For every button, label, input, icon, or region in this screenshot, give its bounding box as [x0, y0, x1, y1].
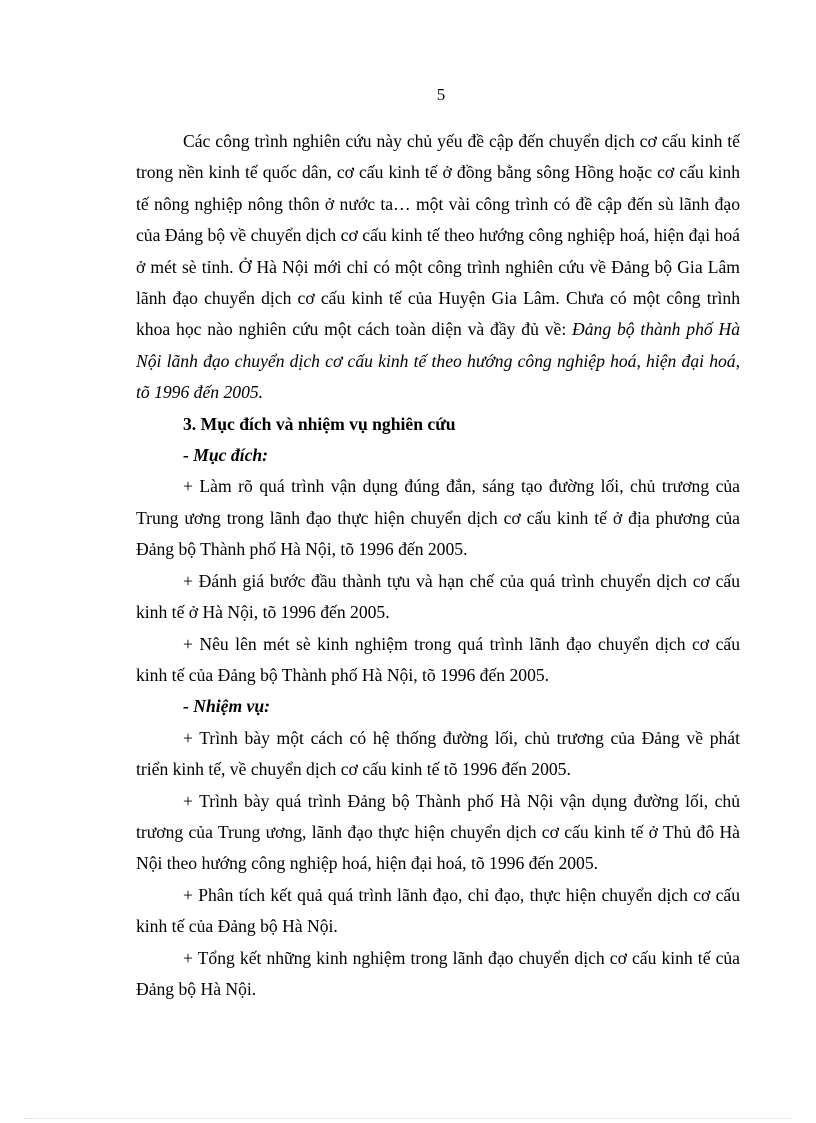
task-label: - Nhiệm vụ:: [183, 696, 270, 717]
task-item: + Trình bày một cách có hệ thống đường lối, chủ trương của Đảng về phát triển kinh tế, về chuyển dịch cơ cấu kinh tế tõ 1996 đến 2005.: [136, 727, 740, 780]
purpose-item: + Đánh giá bước đầu thành tựu và hạn chế của quá trình chuyển dịch cơ cấu kinh tế ở Hà Nội, tõ 1996 đến 2005.: [136, 570, 740, 623]
task-item: + Tổng kết những kinh nghiệm trong lãnh đạo chuyển dịch cơ cấu kinh tế của Đảng bộ Hà Nội.: [136, 947, 740, 999]
intro-paragraph: [136, 126, 740, 409]
purpose-item: + Làm rõ quá trình vận dụng đúng đắn, sáng tạo đường lối, chủ trương của Trung ương trong lãnh đạo thực hiện chuyển dịch cơ cấu kinh tế ở địa phương của Đảng bộ Thành phố Hà Nội, tõ 1996 đến 2005.: [136, 476, 740, 560]
purpose-label: - Mục đích:: [183, 445, 269, 466]
purpose-item: + Nêu lên mét sè kinh nghiệm trong quá trình lãnh đạo chuyển dịch cơ cấu kinh tế của Đảng bộ Thành phố Hà Nội, tõ 1996 đến 2005.: [136, 633, 740, 685]
section-heading: 3. Mục đích và nhiệm vụ nghiên cứu: [183, 413, 456, 434]
thesis-title-italic: Đảng bộ thành phố Hà Nội lãnh đạo chuyển dịch cơ cấu kinh tế theo hướng công nghiệp hoá, hiện đại hoá, tõ 1996 đến 2005.: [136, 319, 740, 403]
page-number: 5: [436, 85, 446, 104]
intro-text: Các công trình nghiên cứu này chủ yếu đề cập đến chuyển dịch cơ cấu kinh tế trong nền kinh tế quốc dân, cơ cấu kinh tế ở đồng bằng sông Hồng hoặc cơ cấu kinh tế nông nghiệp nông thôn ở nước ta… một vài công trình có đề cập đến sù lãnh đạo của Đảng bộ về chuyển dịch cơ cấu kinh tế theo hướng công nghiệp hoá, hiện đại hoá ở mét sè tỉnh. Ở Hà Nội mới chỉ có một công trình nghiên cứu về Đảng bộ Gia Lâm lãnh đạo chuyển dịch cơ cấu kinh tế của Huyện Gia Lâm. Chưa có một công trình khoa học nào nghiên cứu một cách toàn diện và đầy đủ về:: [136, 131, 740, 340]
task-item: + Trình bày quá trình Đảng bộ Thành phố Hà Nội vận dụng đường lối, chủ trương của Trung ương, lãnh đạo thực hiện chuyển dịch cơ cấu kinh tế ở Thủ đô Hà Nội theo hướng công nghiệp hoá, hiện đại hoá, tõ 1996 đến 2005.: [136, 790, 740, 874]
task-item: + Phân tích kết quả quá trình lãnh đạo, chỉ đạo, thực hiện chuyển dịch cơ cấu kinh tế của Đảng bộ Hà Nội.: [136, 884, 740, 937]
page-bottom-divider: [24, 1118, 792, 1119]
document-body: [136, 126, 740, 1005]
